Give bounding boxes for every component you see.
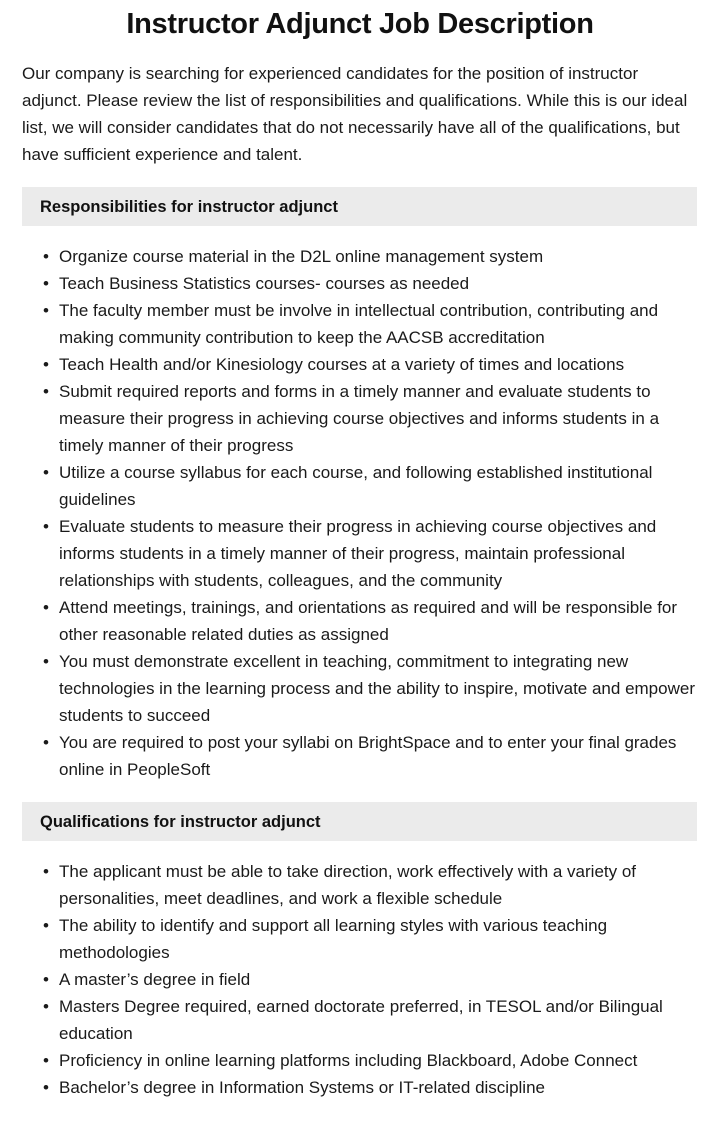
- list-item: • Proficiency in online learning platforms including Blackboard, Adobe Connect: [22, 1047, 698, 1074]
- responsibilities-heading: Responsibilities for instructor adjunct: [40, 197, 338, 216]
- responsibilities-section: [0, 187, 720, 783]
- list-item: • The faculty member must be involve in intellectual contribution, contributing and making community contribution to keep the AACSB accreditation: [22, 297, 698, 351]
- list-item: • Masters Degree required, earned doctorate preferred, in TESOL and/or Bilingual education: [22, 993, 698, 1047]
- list-item: • The ability to identify and support all learning styles with various teaching methodologies: [22, 912, 698, 966]
- responsibilities-section-header: [22, 187, 697, 226]
- responsibilities-list: [0, 226, 720, 783]
- list-item: • A master’s degree in field: [22, 966, 698, 993]
- list-item: • The applicant must be able to take direction, work effectively with a variety of personalities, meet deadlines, and work a flexible schedule: [22, 858, 698, 912]
- intro-paragraph: Our company is searching for experienced candidates for the position of instructor adjunct. Please review the list of responsibilities and qualifications. While this is our ideal list, we will consider candidates that do not necessarily have all of the qualifications, but have sufficient experience and talent.: [22, 64, 688, 164]
- list-item: • Attend meetings, trainings, and orientations as required and will be responsible for other reasonable related duties as assigned: [22, 594, 698, 648]
- list-item: • Submit required reports and forms in a timely manner and evaluate students to measure their progress in achieving course objectives and informs students in a timely manner of their progress: [22, 378, 698, 459]
- list-item: • You are required to post your syllabi on BrightSpace and to enter your final grades online in PeopleSoft: [22, 729, 698, 783]
- list-item: • Evaluate students to measure their progress in achieving course objectives and informs students in a timely manner of their progress, maintain professional relationships with students, colleagues, and the community: [22, 513, 698, 594]
- qualifications-section: [0, 802, 720, 1101]
- list-item: • Teach Business Statistics courses- courses as needed: [22, 270, 698, 297]
- list-item: • You must demonstrate excellent in teaching, commitment to integrating new technologies in the learning process and the ability to inspire, motivate and empower students to succeed: [22, 648, 698, 729]
- qualifications-list: [0, 841, 720, 1101]
- list-item: • Organize course material in the D2L online management system: [22, 243, 698, 270]
- qualifications-heading: Qualifications for instructor adjunct: [40, 812, 321, 831]
- list-item: • Bachelor’s degree in Information Systems or IT-related discipline: [22, 1074, 698, 1101]
- qualifications-section-header: [22, 802, 697, 841]
- page-title: Instructor Adjunct Job Description: [126, 8, 594, 40]
- list-item: • Teach Health and/or Kinesiology courses at a variety of times and locations: [22, 351, 698, 378]
- list-item: • Utilize a course syllabus for each course, and following established institutional guidelines: [22, 459, 698, 513]
